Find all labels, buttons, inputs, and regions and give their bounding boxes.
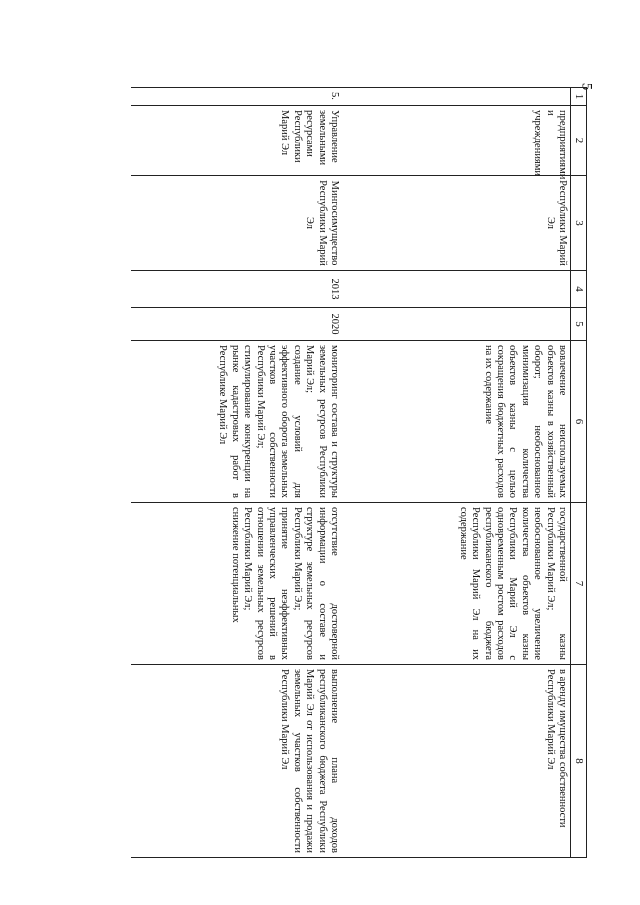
executor: Республики Марий Эл <box>342 176 571 271</box>
end-year: 2020 <box>131 308 342 341</box>
consequences: отсутствие достоверной информации о составе и структуре земельных ресурсов Республики Марий Эл; принятие неэффективных управленческих решений в отношении земельных ресурсов Республики Марий Эл; снижение потенциальных <box>131 503 342 665</box>
page-number: 5 <box>578 82 595 91</box>
start-year <box>342 271 571 308</box>
measure-name: Управление земельными ресурсами Республики Марий Эл <box>131 106 342 176</box>
row-number: 5. <box>131 88 342 106</box>
landscape-table-container <box>117 87 587 857</box>
end-year <box>342 308 571 341</box>
indicator-link: выполнение плана доходов республиканского бюджета Республики Марий Эл от использования и продажи земельных участков собственности Республики Марий Эл <box>131 665 342 858</box>
header-row <box>571 88 587 858</box>
measure-name: предприятиями и учреждениями <box>342 106 571 176</box>
start-year: 2013 <box>131 271 342 308</box>
table-row <box>131 88 342 858</box>
col-header-3: 3 <box>571 176 587 271</box>
col-header-8: 8 <box>571 665 587 858</box>
col-header-6: 6 <box>571 341 587 503</box>
col-header-4: 4 <box>571 271 587 308</box>
col-header-2: 2 <box>571 106 587 176</box>
indicator-link: в аренду имущества собственности Республики Марий Эл <box>342 665 571 858</box>
row-number <box>342 88 571 106</box>
expected-result: вовлечение неиспользуемых объектов казны в хозяйственный оборот; необоснованное минимизация количества объектов казны с целью сокращения бюджетных расходов на их содержание <box>342 341 571 503</box>
col-header-5: 5 <box>571 308 587 341</box>
program-table <box>131 87 587 858</box>
consequences: государственной казны Республики Марий Эл; необоснованное увеличение количества объектов казны Республики Марий Эл с одновременным ростом расходов республиканского бюджета Республики Марий Эл на их содержание <box>342 503 571 665</box>
executor: Мингосимущество Республики Марий Эл <box>131 176 342 271</box>
table-row <box>342 88 571 858</box>
col-header-7: 7 <box>571 503 587 665</box>
col-header-1: 1 <box>571 88 587 106</box>
expected-result: мониторинг состава и структуры земельных ресурсов Республики Марий Эл; создание условий для эффективного оборота земельных участков собственности Республики Марий Эл; стимулирование конкуренции на рынке кадастровых работ в Республике Марий Эл <box>131 341 342 503</box>
